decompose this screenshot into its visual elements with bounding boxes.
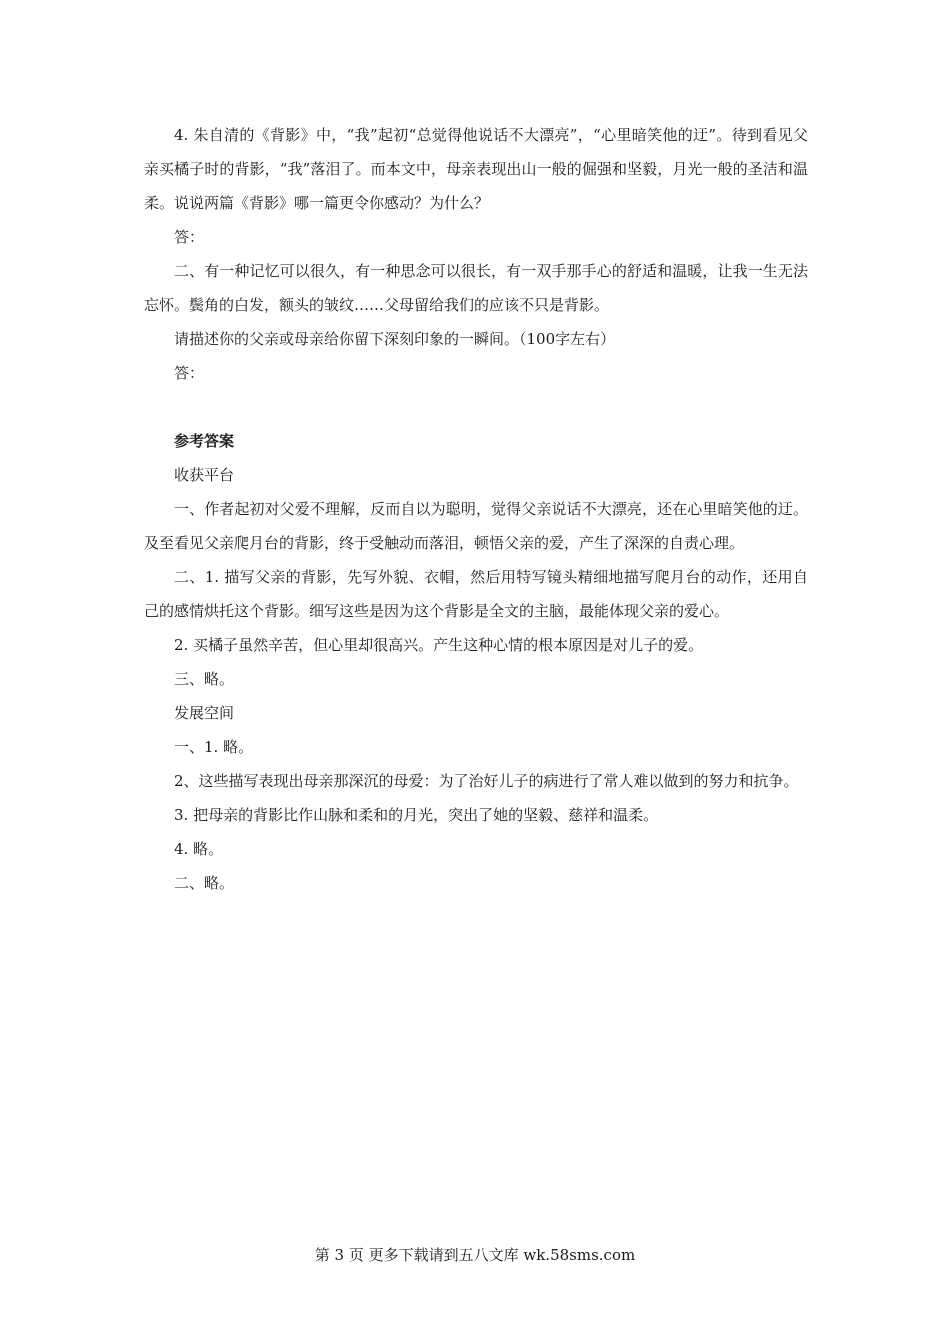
answer-item: 一、作者起初对父爱不理解，反而自以为聪明，觉得父亲说话不大漂亮，还在心里暗笑他的迂。及至看见父亲爬月台的背影，终于受触动而落泪，顿悟父亲的爱，产生了深深的自责心理。 [144,500,808,552]
document-body [144,118,808,900]
answer-subsection-title: 收获平台 [174,466,235,484]
question-paragraph: 4. 朱自清的《背影》中，“我”起初“总觉得他说话不大漂亮”，“心里暗笑他的迂”。待到看见父亲买橘子时的背影，“我”落泪了。而本文中，母亲表现出山一般的倔强和坚毅，月光一般的圣洁和温柔。说说两篇《背影》哪一篇更令你感动？为什么？ [144,126,808,212]
answer-subsection-title: 发展空间 [174,704,235,722]
answer-item: 二、略。 [174,874,235,892]
answer-item: 三、略。 [174,670,235,688]
reference-answers-heading: 参考答案 [174,432,235,450]
answer-item: 3. 把母亲的背影比作山脉和柔和的月光，突出了她的坚毅、慈祥和温柔。 [174,806,659,824]
section-spacer [144,390,808,424]
answer-label: 答： [174,364,205,382]
answer-item: 2. 买橘子虽然辛苦，但心里却很高兴。产生这种心情的根本原因是对儿子的爱。 [174,636,704,654]
writing-prompt: 请描述你的父亲或母亲给你留下深刻印象的一瞬间。（100字左右） [174,330,616,348]
answer-label: 答： [174,228,205,246]
section-intro-paragraph: 二、有一种记忆可以很久，有一种思念可以很长，有一双手那手心的舒适和温暖，让我一生无法忘怀。鬓角的白发，额头的皱纹……父母留给我们的应该不只是背影。 [144,262,808,314]
page-footer: 第 3 页 更多下载请到五八文库 wk.58sms.com [314,1246,636,1264]
answer-item: 二、1. 描写父亲的背影，先写外貌、衣帽，然后用特写镜头精细地描写爬月台的动作，还用自己的感情烘托这个背影。细写这些是因为这个背影是全文的主脑，最能体现父亲的爱心。 [144,568,808,620]
answer-item: 2、这些描写表现出母亲那深沉的母爱：为了治好儿子的病进行了常人难以做到的努力和抗争。 [174,772,799,790]
answer-item: 4. 略。 [174,840,224,858]
answer-item: 一、1. 略。 [174,738,254,756]
